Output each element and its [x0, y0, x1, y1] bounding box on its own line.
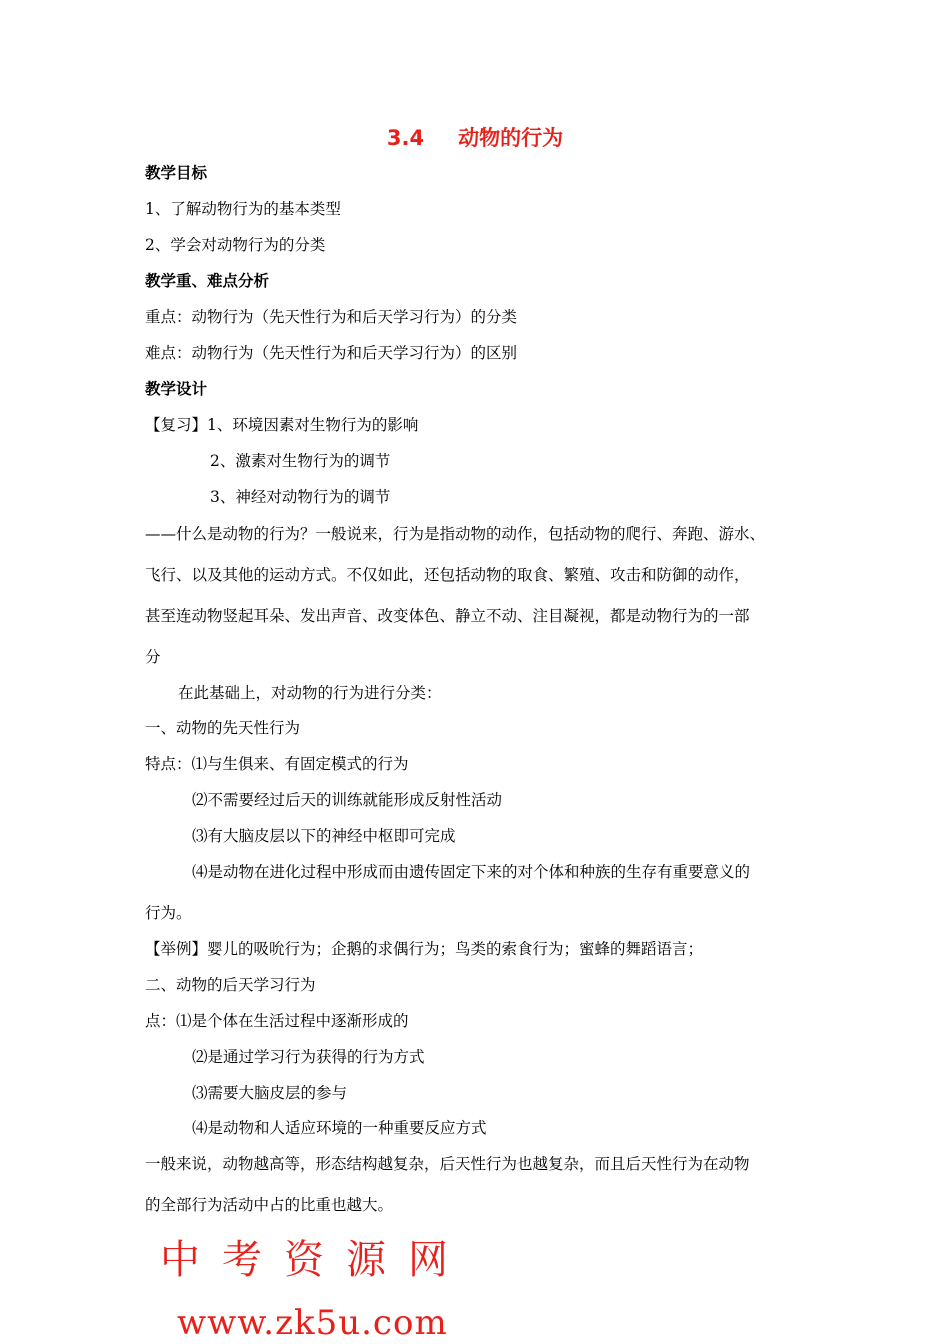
conclusion-line: 一般来说，动物越高等，形态结构越复杂，后天性行为也越复杂，而且后天性行为在动物 — [145, 1155, 750, 1173]
section-title: 动物的行为 — [458, 126, 564, 150]
learned-feature-2: ⑵是通过学习行为获得的行为方式 — [192, 1048, 425, 1066]
learned-feature-1: 点：⑴是个体在生活过程中逐渐形成的 — [145, 1012, 409, 1030]
paragraph-line: 分 — [145, 648, 161, 666]
learned-feature-3: ⑶需要大脑皮层的参与 — [192, 1084, 348, 1102]
section-learned: 二、动物的后天学习行为 — [145, 976, 316, 994]
learned-feature-4: ⑷是动物和人适应环境的一种重要反应方式 — [192, 1119, 487, 1137]
section-number: 3.4 — [386, 126, 425, 150]
goal-1: 1、了解动物行为的基本类型 — [145, 200, 341, 218]
watermark-logo-text: 中考资源网 — [160, 1237, 470, 1283]
conclusion-line: 的全部行为活动中占的比重也越大。 — [145, 1196, 394, 1214]
review-2: 2、激素对生物行为的调节 — [210, 452, 391, 470]
paragraph-line: 甚至连动物竖起耳朵、发出声音、改变体色、静立不动、注目凝视，都是动物行为的一部 — [145, 607, 750, 625]
key-point: 重点：动物行为（先天性行为和后天学习行为）的分类 — [145, 308, 518, 326]
paragraph-line: ——什么是动物的行为？一般说来，行为是指动物的动作，包括动物的爬行、奔跑、游水、 — [145, 525, 766, 543]
innate-feature-4-cont: 行为。 — [145, 904, 192, 922]
goal-2: 2、学会对动物行为的分类 — [145, 236, 326, 254]
section-innate: 一、动物的先天性行为 — [145, 719, 301, 737]
page-title — [0, 122, 950, 152]
review-1: 【复习】1、环境因素对生物行为的影响 — [145, 416, 419, 434]
review-3: 3、神经对动物行为的调节 — [210, 488, 391, 506]
watermark-url: www.zk5u.com — [177, 1303, 448, 1343]
innate-feature-1: 特点：⑴与生俱来、有固定模式的行为 — [145, 755, 409, 773]
examples: 【举例】婴儿的吸吮行为；企鹅的求偶行为；鸟类的索食行为；蜜蜂的舞蹈语言； — [145, 940, 704, 958]
heading-design: 教学设计 — [145, 380, 208, 398]
heading-key-points: 教学重、难点分析 — [145, 272, 270, 290]
innate-feature-3: ⑶有大脑皮层以下的神经中枢即可完成 — [192, 827, 456, 845]
innate-feature-4: ⑷是动物在进化过程中形成而由遗传固定下来的对个体和种族的生存有重要意义的 — [192, 863, 751, 881]
difficult-point: 难点：动物行为（先天性行为和后天学习行为）的区别 — [145, 344, 518, 362]
heading-goals: 教学目标 — [145, 164, 208, 182]
paragraph-line: 飞行、以及其他的运动方式。不仅如此，还包括动物的取食、繁殖、攻击和防御的动作， — [145, 566, 750, 584]
innate-feature-2: ⑵不需要经过后天的训练就能形成反射性活动 — [192, 791, 503, 809]
paragraph-line: 在此基础上，对动物的行为进行分类： — [178, 684, 442, 702]
